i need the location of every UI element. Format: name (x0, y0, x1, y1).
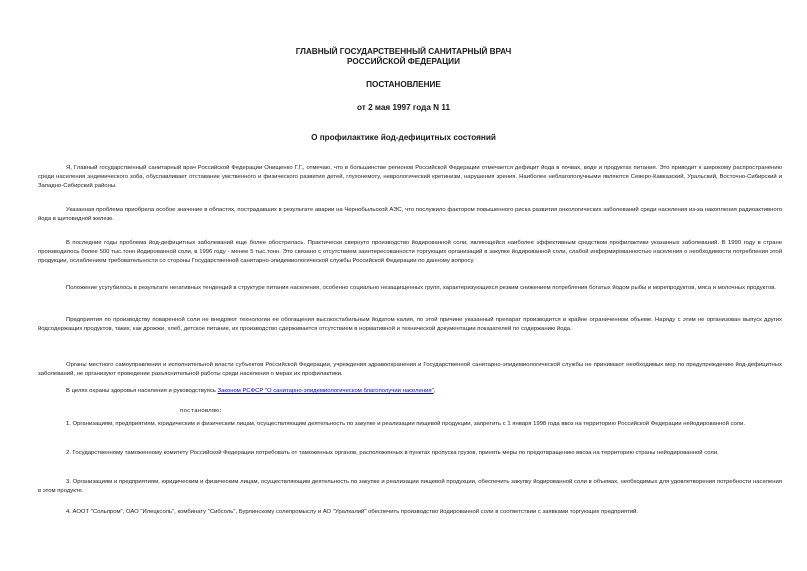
issuer-heading (0, 47, 807, 67)
paragraph-5: Предприятия по производству поваренной соли не внедряют технологии ее обогащения высокостабильным йодатом калия, по этой причине указанный препарат производится в крайне ограниченном объеме. Наряду с этим не организован выпуск других йодсодержащих продуктов, таких, как дрожжи, хлеб, детское питание, их производство сдерживается отсутствием в нормативной и технической документации показателей по содержанию йода. (38, 317, 782, 332)
item-1: 1. Организациям, предприятиям, юридическим и физическим лицам, осуществляющим деятельность по закупке и реализации пищевой продукции, запретить с 1 января 1998 года ввоз на территорию Российской Федерации нейодированной соли. (66, 421, 746, 427)
purpose-text: В целях охраны здоровья населения и руководствуясь (66, 388, 218, 394)
document-subject: О профилактике йод-дефицитных состояний (311, 133, 496, 142)
paragraph-4: Положение усугубилось в результате негативных тенденций в структуре питания населения, особенно социально незащищенных групп, характеризующихся резким снижением потребления богатых йодом рыбы и морепродуктов, мяса и молочных продуктов. (66, 285, 776, 291)
purpose-end: , (433, 388, 436, 394)
item-4: 4. АООТ "Сольпром", ОАО "Илецксоль", комбинату "Сибсоль", Бурлинскому солепромыслу и АО "Уралкалий" обеспечить производство йодированной соли в соответствии с заявками торгующих предприятий. (66, 509, 639, 515)
paragraph-6: Органы местного самоуправления и исполнительной власти субъектов Российской Федерации, учреждения здравоохранения и Государственной санитарно-эпидемиологической службы не принимают необходимых мер по предупреждению йод-дефицитных заболеваний, не организуют проведение разъяснительной работы среди населения о мерах их профилактики. (38, 362, 782, 377)
document-date: от 2 мая 1997 года N 11 (356, 103, 450, 112)
law-link[interactable]: Законом РСФСР "О санитарно-эпидемиологическом благополучии населения" (217, 388, 434, 394)
item-2: 2. Государственному таможенному комитету Российской Федерации потребовать от таможенных органов, расположенных в пунктах пропуска грузов, принять меры по предотвращению ввоза на территорию страны нейодированной соли. (66, 450, 719, 456)
issuer-line-1: ГЛАВНЫЙ ГОСУДАРСТВЕННЫЙ САНИТАРНЫЙ ВРАЧ (295, 47, 512, 56)
issuer-line-2: РОССИЙСКОЙ ФЕДЕРАЦИИ (347, 57, 460, 66)
paragraph-3: В последние годы проблема йод-дефицитных заболеваний еще более обострилась. Практически свернуто производство йодированной соли, являющейся наиболее эффективным средством профилактики указанных заболеваний. В 1990 году в стране производилось более 500 тыс.тонн йодированной соли, в 1996 году - менее 5 тыс.тонн. Это связано с отсутствием заинтересованности торгующих организаций в закупке йодированной соли, слабой информированностью населения о необходимости потребления этой продукции, ослаблением требовательности со стороны Государственной санитарно-эпидемиологической службы Российской Федерации по данному вопросу. (38, 240, 782, 264)
purpose-paragraph (38, 387, 782, 396)
item-3: 3. Организациям и предприятиям, юридическим и физическим лицам, осуществляющим деятельность по закупке и реализации пищевой продукции, обеспечить закупку йодированной соли в объемах, необходимых для удовлетворения потребности населения в этом продукте. (38, 479, 782, 494)
paragraph-2: Указанная проблема приобрела особое значение в областях, пострадавших в результате аварии на Чернобыльской АЭС, что послужило фактором повышенного риска развития онкологических заболеваний среди населения из-за накопления радиоактивного йода в щитовидной железе. (38, 207, 782, 222)
resolve-word: постановляю: (180, 407, 223, 414)
paragraph-1: Я, Главный государственный санитарный врач Российской Федерации Онищенко Г.Г., отмечаю, что в большинстве регионов Российской Федерации отмечается дефицит йода в почвах, воде и продуктах питания. Это приводит к широкому распространению среди населения эндемического зоба, обуславливает отставание умственного и физического развития детей, глухонемоту, неврологический кретинизм, нарушения зрения. Наиболее неблагополучными являются Северо-Кавказский, Уральский, Восточно-Сибирский и Западно-Сибирский районы. (38, 165, 782, 189)
document-type: ПОСТАНОВЛЕНИЕ (366, 80, 441, 89)
